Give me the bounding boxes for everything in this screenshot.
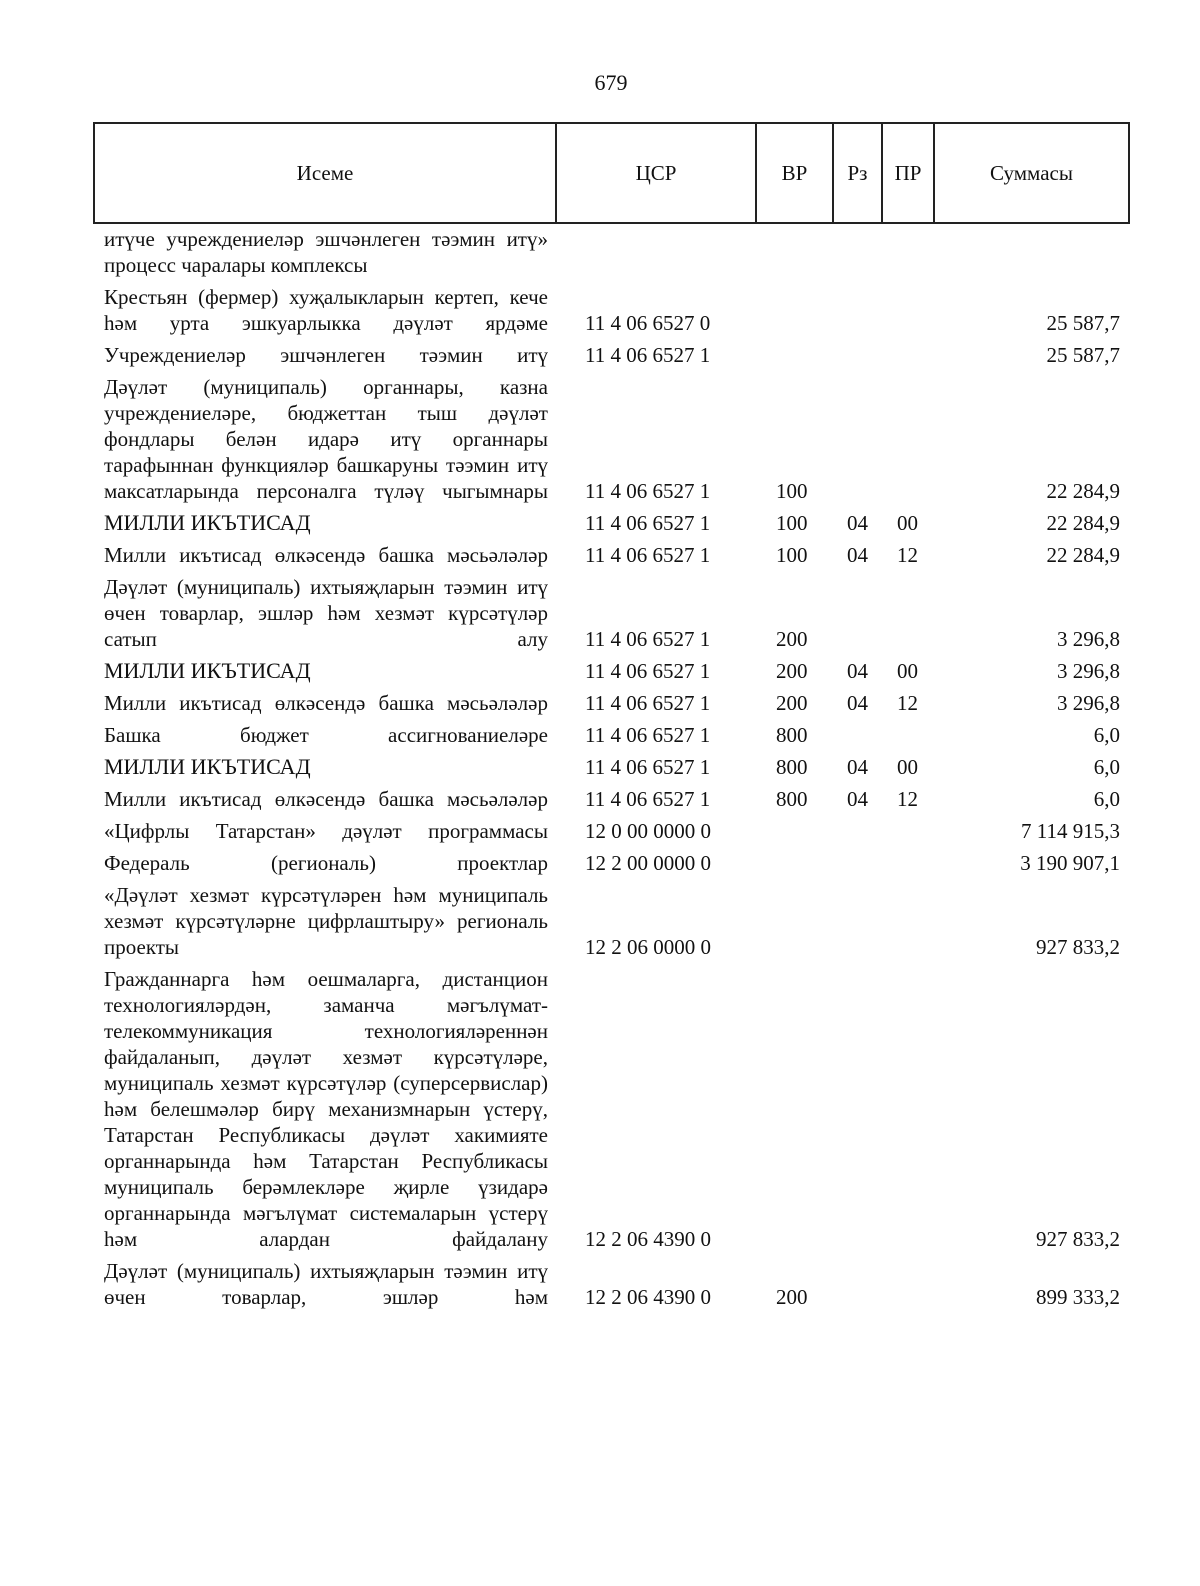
row-name: Башка бюджет ассигнованиеләре [104, 723, 548, 747]
row-vr: 800 [776, 723, 808, 747]
row-csr: 11 4 06 6527 1 [585, 755, 711, 779]
row-vr: 100 [776, 479, 808, 503]
row-sum: 22 284,9 [1046, 479, 1120, 503]
row-name: «Цифрлы Татарстан» дәүләт программасы [104, 819, 548, 843]
table-row [0, 342, 1200, 374]
row-rz: 04 [847, 511, 868, 535]
table-row [0, 850, 1200, 882]
table-row [0, 574, 1200, 658]
row-sum: 6,0 [1093, 723, 1120, 747]
row-name: Милли икътисад өлкәсендә башка мәсьәләләр [104, 787, 548, 811]
table-row [0, 786, 1200, 818]
row-name: Милли икътисад өлкәсендә башка мәсьәләләр [104, 543, 548, 567]
table-body [0, 226, 1200, 1316]
row-csr: 11 4 06 6527 1 [585, 511, 711, 535]
header-pr: ПР [882, 123, 934, 223]
header-rz: Рз [833, 123, 882, 223]
row-csr: 11 4 06 6527 1 [585, 787, 711, 811]
row-pr: 12 [897, 543, 918, 567]
row-name: Крестьян (фермер) хуҗалыкларын кертеп, кече һәм урта эшкуарлыкка дәүләт ярдәме [104, 285, 548, 335]
row-vr: 200 [776, 659, 808, 683]
row-name: Дәүләт (муниципаль) ихтыяҗларын тәэмин итү өчен товарлар, эшләр һәм [104, 1259, 548, 1309]
page-number: 679 [594, 70, 628, 95]
row-pr: 00 [897, 755, 918, 779]
row-sum: 6,0 [1093, 787, 1120, 811]
row-csr: 11 4 06 6527 1 [585, 543, 711, 567]
row-name: МИЛЛИ ИКЪТИСАД [104, 658, 311, 683]
row-sum: 6,0 [1093, 755, 1120, 779]
table-row [0, 690, 1200, 722]
table-row [0, 1258, 1200, 1316]
row-csr: 12 2 06 0000 0 [585, 935, 711, 959]
table-row [0, 658, 1200, 690]
row-vr: 200 [776, 627, 808, 651]
row-sum: 7 114 915,3 [1021, 819, 1120, 843]
row-rz: 04 [847, 691, 868, 715]
row-csr: 12 0 00 0000 0 [585, 819, 711, 843]
row-name: Гражданнарга һәм оешмаларга, дистанцион технологияләрдән, заманча мәгълүмат-телекоммуникация технологияләреннән файдаланып, дәүләт хезмәт күрсәтүләре, муниципаль хезмәт күрсәтүләр (суперсервислар) һәм белешмәләр бирү механизмнарын үстерү, Татарстан Республикасы дәүләт хакимияте органнарында һәм Татарстан Республикасы муниципаль берәмлекләре җирле үзидарә органнарында мәгълүмат системаларын үстерү һәм алардан файдалану [104, 967, 548, 1251]
row-vr: 800 [776, 787, 808, 811]
table-row [0, 284, 1200, 342]
row-csr: 11 4 06 6527 1 [585, 343, 711, 367]
row-sum: 22 284,9 [1046, 511, 1120, 535]
row-csr: 11 4 06 6527 1 [585, 627, 711, 651]
row-rz: 04 [847, 543, 868, 567]
table-row [0, 510, 1200, 542]
row-csr: 11 4 06 6527 1 [585, 479, 711, 503]
row-vr: 100 [776, 511, 808, 535]
table-row [0, 226, 1200, 284]
table-row [0, 754, 1200, 786]
row-csr: 12 2 06 4390 0 [585, 1285, 711, 1309]
row-sum: 3 296,8 [1057, 659, 1120, 683]
row-csr: 11 4 06 6527 1 [585, 723, 711, 747]
row-vr: 200 [776, 1285, 808, 1309]
row-csr: 11 4 06 6527 1 [585, 659, 711, 683]
row-name: МИЛЛИ ИКЪТИСАД [104, 754, 311, 779]
row-name: Милли икътисад өлкәсендә башка мәсьәләләр [104, 691, 548, 715]
row-csr: 12 2 06 4390 0 [585, 1227, 711, 1251]
table-row [0, 374, 1200, 510]
row-pr: 00 [897, 659, 918, 683]
row-vr: 200 [776, 691, 808, 715]
row-sum: 927 833,2 [1036, 935, 1120, 959]
header-csr: ЦСР [556, 123, 756, 223]
row-sum: 3 296,8 [1057, 627, 1120, 651]
row-csr: 11 4 06 6527 1 [585, 691, 711, 715]
row-name: МИЛЛИ ИКЪТИСАД [104, 510, 311, 535]
header-sum: Суммасы [934, 123, 1129, 223]
row-sum: 927 833,2 [1036, 1227, 1120, 1251]
row-rz: 04 [847, 787, 868, 811]
row-name: Дәүләт (муниципаль) органнары, казна учреждениеләре, бюджеттан тыш дәүләт фондлары белән идарә итү органнары тарафыннан функцияләр башкаруны тәэмин итү максатларында персоналга түләү чыгымнары [104, 375, 548, 503]
row-sum: 22 284,9 [1046, 543, 1120, 567]
row-name: Федераль (региональ) проектлар [104, 851, 548, 875]
row-pr: 12 [897, 787, 918, 811]
row-sum: 25 587,7 [1046, 311, 1120, 335]
row-vr: 800 [776, 755, 808, 779]
row-sum: 3 296,8 [1057, 691, 1120, 715]
row-name: Учреждениеләр эшчәнлеген тәэмин итү [104, 343, 548, 367]
row-rz: 04 [847, 659, 868, 683]
row-pr: 00 [897, 511, 918, 535]
table-header [93, 122, 1130, 224]
row-sum: 3 190 907,1 [1020, 851, 1120, 875]
table-row [0, 882, 1200, 966]
header-vr: ВР [756, 123, 833, 223]
row-name: итүче учреждениеләр эшчәнлеген тәэмин итү» процесс чаралары комплексы [104, 227, 548, 277]
row-sum: 899 333,2 [1036, 1285, 1120, 1309]
row-rz: 04 [847, 755, 868, 779]
row-name: Дәүләт (муниципаль) ихтыяҗларын тәэмин итү өчен товарлар, эшләр һәм хезмәт күрсәтүләр сатып алу [104, 575, 548, 651]
row-csr: 11 4 06 6527 0 [585, 311, 711, 335]
header-name: Исеме [94, 123, 556, 223]
table-row [0, 542, 1200, 574]
table-row [0, 818, 1200, 850]
row-sum: 25 587,7 [1046, 343, 1120, 367]
table-row [0, 722, 1200, 754]
row-vr: 100 [776, 543, 808, 567]
row-csr: 12 2 00 0000 0 [585, 851, 711, 875]
row-name: «Дәүләт хезмәт күрсәтүләрен һәм муниципаль хезмәт күрсәтүләрне цифрлаштыру» региональ проекты [104, 883, 548, 959]
row-pr: 12 [897, 691, 918, 715]
table-row [0, 966, 1200, 1258]
